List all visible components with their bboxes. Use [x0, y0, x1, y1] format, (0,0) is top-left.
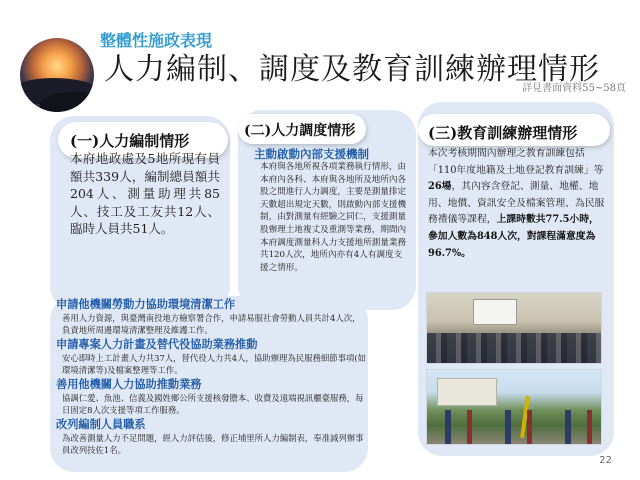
field-survey-photo [426, 369, 602, 445]
list-item-body: 善用人力資源，與臺灣南投地方檢察署合作，申請易服社會勞動人員共計4人次，負責地所周邊環境清潔整理及維護工作。 [62, 313, 361, 335]
staffing-body: 本府地政處及5地所現有員額共339人，編制總員額共204人、測量助理共85人、技工及工友共12人、臨時人員共51人。 [70, 151, 220, 236]
training-title: (三)教育訓練辦理情形 [428, 124, 578, 142]
list-item-heading: 申請他機關勞動力協助環境清潔工作 [56, 298, 236, 311]
list-item [56, 298, 368, 336]
page-title: 人力編制、調度及教育訓練辦理情形 [104, 52, 600, 87]
list-item-heading: 改列編制人員職系 [56, 418, 146, 431]
sunset-mountain-logo [20, 38, 94, 112]
reference-note: 詳見書面資料55~58頁 [522, 83, 626, 94]
staffing-title: (一)人力編制情形 [70, 132, 190, 150]
training-hours-summary: 上課時數共77.5小時，參加人數為848人次，對課程滿意度為96.7%。 [428, 214, 599, 259]
internal-support-heading: 主動啟動內部支援機制 [254, 147, 369, 161]
training-body [428, 146, 608, 262]
list-item [56, 378, 368, 416]
deployment-body: 本府與各地所視各項業務執行情形，由本府內各科、本府與各地所及地所內各股之間進行人力調度，主要是測量排定天數超出規定天數，則啟動內部支援機制，由對測量有經驗之同仁，支援測量股辦理土地複丈及重測等業務，期間內本府調度測量科人力支援地所測量業務共120人次，地所內亦有4人有調度支援之情形。 [260, 162, 407, 273]
audience [427, 333, 601, 363]
survey-staff [427, 410, 601, 444]
list-item-heading: 善用他機關人力協助推動業務 [56, 378, 202, 391]
section-subtitle: 整體性施政表現 [100, 31, 213, 50]
list-item [56, 418, 368, 456]
list-item-body: 為改善測量人力不足問題，經人力評估後，修正埔里所人力編制表，奉准減列辦事員改列技佐1名。 [62, 433, 364, 455]
support-list [56, 298, 368, 458]
list-item [56, 338, 368, 376]
list-item-heading: 申請專案人力計畫及替代役協助業務推動 [56, 338, 258, 351]
page-number: 22 [599, 455, 612, 466]
training-classroom-photo [426, 292, 602, 364]
projector-screen [473, 299, 517, 325]
training-body-mid: ，其內容含登記、測量、地權、地用、地價、資訊安全及檔案管理、為民服務禮儀等課程， [428, 181, 605, 226]
deployment-title: (二)人力調度情形 [244, 123, 356, 139]
list-item-body: 協調仁愛、魚池、信義及國姓鄉公所支援核發謄本、收費及遠端視訊櫃臺服務，每日固定8人次支援等項工作服務。 [62, 393, 364, 415]
training-session-count: 26場 [428, 181, 452, 193]
building [437, 378, 497, 406]
list-item-body: 安心即時上工計畫人力共37人，替代役人力共4人，協助辦理為民服務細節事項(如環境清潔等)及檔案整理等工作。 [62, 353, 367, 375]
training-body-prefix: 本次考核期間內辦理之教育訓練包括「110年度地籍及土地登記教育訓練」等 [428, 148, 604, 176]
